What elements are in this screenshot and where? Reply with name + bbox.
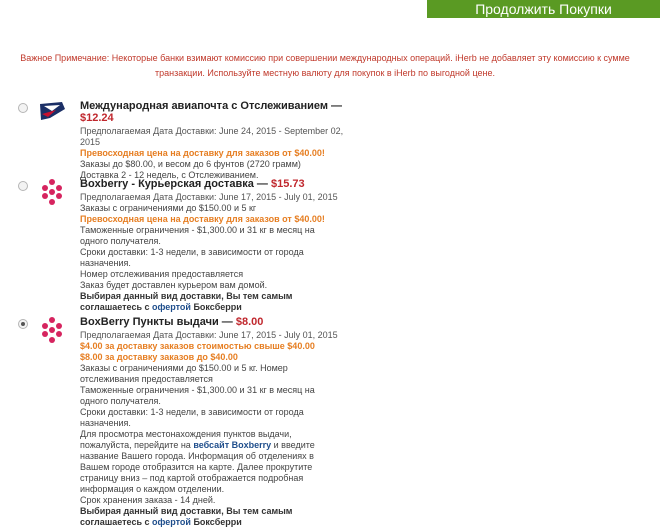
boxberry-courier-details (80, 178, 350, 313)
shipping-option-usps (18, 100, 348, 180)
info-line: Сроки доставки: 1-3 недели, в зависимости от города (80, 407, 304, 417)
info-line: Заказы с ограничениями до $150.00 и 5 кг. Номер (80, 363, 288, 373)
info-line: назначения. (80, 258, 131, 268)
delivery-estimate: Предполагаемая Дата Доставки: June 17, 2015 - July 01, 2015 (80, 330, 338, 340)
info-line: Таможенные ограничения - $1,300.00 и 31 кг в месяц на (80, 385, 315, 395)
continue-shopping-button[interactable]: Продолжить Покупки (427, 0, 660, 18)
info-line: Заказы с ограничениями до $150.00 и 5 кг (80, 203, 257, 213)
boxberry-website-link[interactable]: вебсайт Boxberry (193, 440, 272, 450)
option-title (80, 178, 350, 190)
info-line: Вашем городе отобразится на карте. Далее прокрутите (80, 462, 313, 472)
info-line: Сроки доставки: 1-3 недели, в зависимости от города (80, 247, 304, 257)
important-notice (20, 51, 630, 81)
site-link-line (80, 440, 350, 451)
info-line: одного получателя. (80, 396, 161, 406)
info-line-prefix: пожалуйста, перейдите на (80, 440, 194, 450)
usps-eagle-icon (38, 100, 66, 124)
boxberry-dots-icon (38, 178, 66, 202)
delivery-estimate: Предполагаемая Дата Доставки: June 17, 2015 - July 01, 2015 (80, 192, 338, 202)
info-line: Срок хранения заказа - 14 дней. (80, 495, 216, 505)
offer-link[interactable]: офертой (151, 302, 191, 312)
title-text: BoxBerry Пункты выдачи — (80, 316, 233, 328)
agreement-line (80, 302, 350, 313)
radio-boxberry-courier[interactable] (18, 181, 28, 191)
info-line: страницу вниз – под картой отображается подробная (80, 473, 304, 483)
option-title (80, 316, 350, 328)
info-line: Заказ будет доставлен курьером вам домой. (80, 280, 268, 290)
info-line: одного получателя. (80, 236, 161, 246)
promo-text: $8.00 за доставку заказов до $40.00 (80, 352, 238, 362)
promo-text: Превосходная цена на доставку для заказов от $40.00! (80, 148, 325, 158)
price: $15.73 (270, 178, 305, 190)
info-line: название Вашего города. Информация об отделениях в (80, 451, 314, 461)
boxberry-pickup-details (80, 316, 350, 528)
info-line: Таможенные ограничения - $1,300.00 и 31 кг в месяц на (80, 225, 315, 235)
agreement-suffix: Боксберри (190, 517, 242, 527)
info-line: Доставка 2 - 12 недель, с Отслеживанием. (80, 170, 259, 180)
agreement-text: Выбирая данный вид доставки, Вы тем самым (80, 506, 293, 516)
radio-boxberry-pickup[interactable] (18, 319, 28, 329)
info-line: информация о каждом отделении. (80, 484, 225, 494)
info-line: Номер отслеживания предоставляется (80, 269, 244, 279)
notice-line-2: транзакции. Используйте местную валюту для покупок в iHerb по выгодной цене. (154, 68, 495, 78)
info-line: Заказы до $80.00, и весом до 6 фунтов (2720 грамм) (80, 159, 301, 169)
info-line: назначения. (80, 418, 131, 428)
info-line: Для просмотра местонахождения пунктов выдачи, (80, 429, 292, 439)
agreement-line (80, 517, 350, 528)
agreement-prefix: соглашаетесь с (80, 517, 152, 527)
shipping-option-boxberry-pickup (18, 316, 348, 527)
offer-link[interactable]: офертой (151, 517, 191, 527)
title-text: Boxberry - Курьерская доставка — (80, 178, 268, 190)
radio-usps[interactable] (18, 103, 28, 113)
info-line: отслеживания предоставляется (80, 374, 213, 384)
option-title (80, 100, 350, 124)
promo-text: $4.00 за доставку заказов стоимостью свыше $40.00 (80, 341, 315, 351)
promo-text: Превосходная цена на доставку для заказов от $40.00! (80, 214, 325, 224)
usps-details (80, 100, 350, 181)
agreement-text: Выбирая данный вид доставки, Вы тем самым (80, 291, 293, 301)
notice-line-1: Важное Примечание: Некоторые банки взимают комиссию при совершении международных операций. iHerb не добавляет эту комиссию к сумме (20, 53, 630, 63)
price: $12.24 (80, 112, 114, 124)
title-text: Международная авиапочта с Отслеживанием — (80, 100, 343, 112)
agreement-suffix: Боксберри (190, 302, 242, 312)
agreement-prefix: соглашаетесь с (80, 302, 152, 312)
boxberry-dots-icon (38, 316, 66, 340)
price: $8.00 (235, 316, 264, 328)
info-line-suffix: и введите (271, 440, 315, 450)
shipping-option-boxberry-courier (18, 178, 348, 312)
delivery-estimate: Предполагаемая Дата Доставки: June 24, 2015 - September 02, 2015 (80, 126, 344, 147)
